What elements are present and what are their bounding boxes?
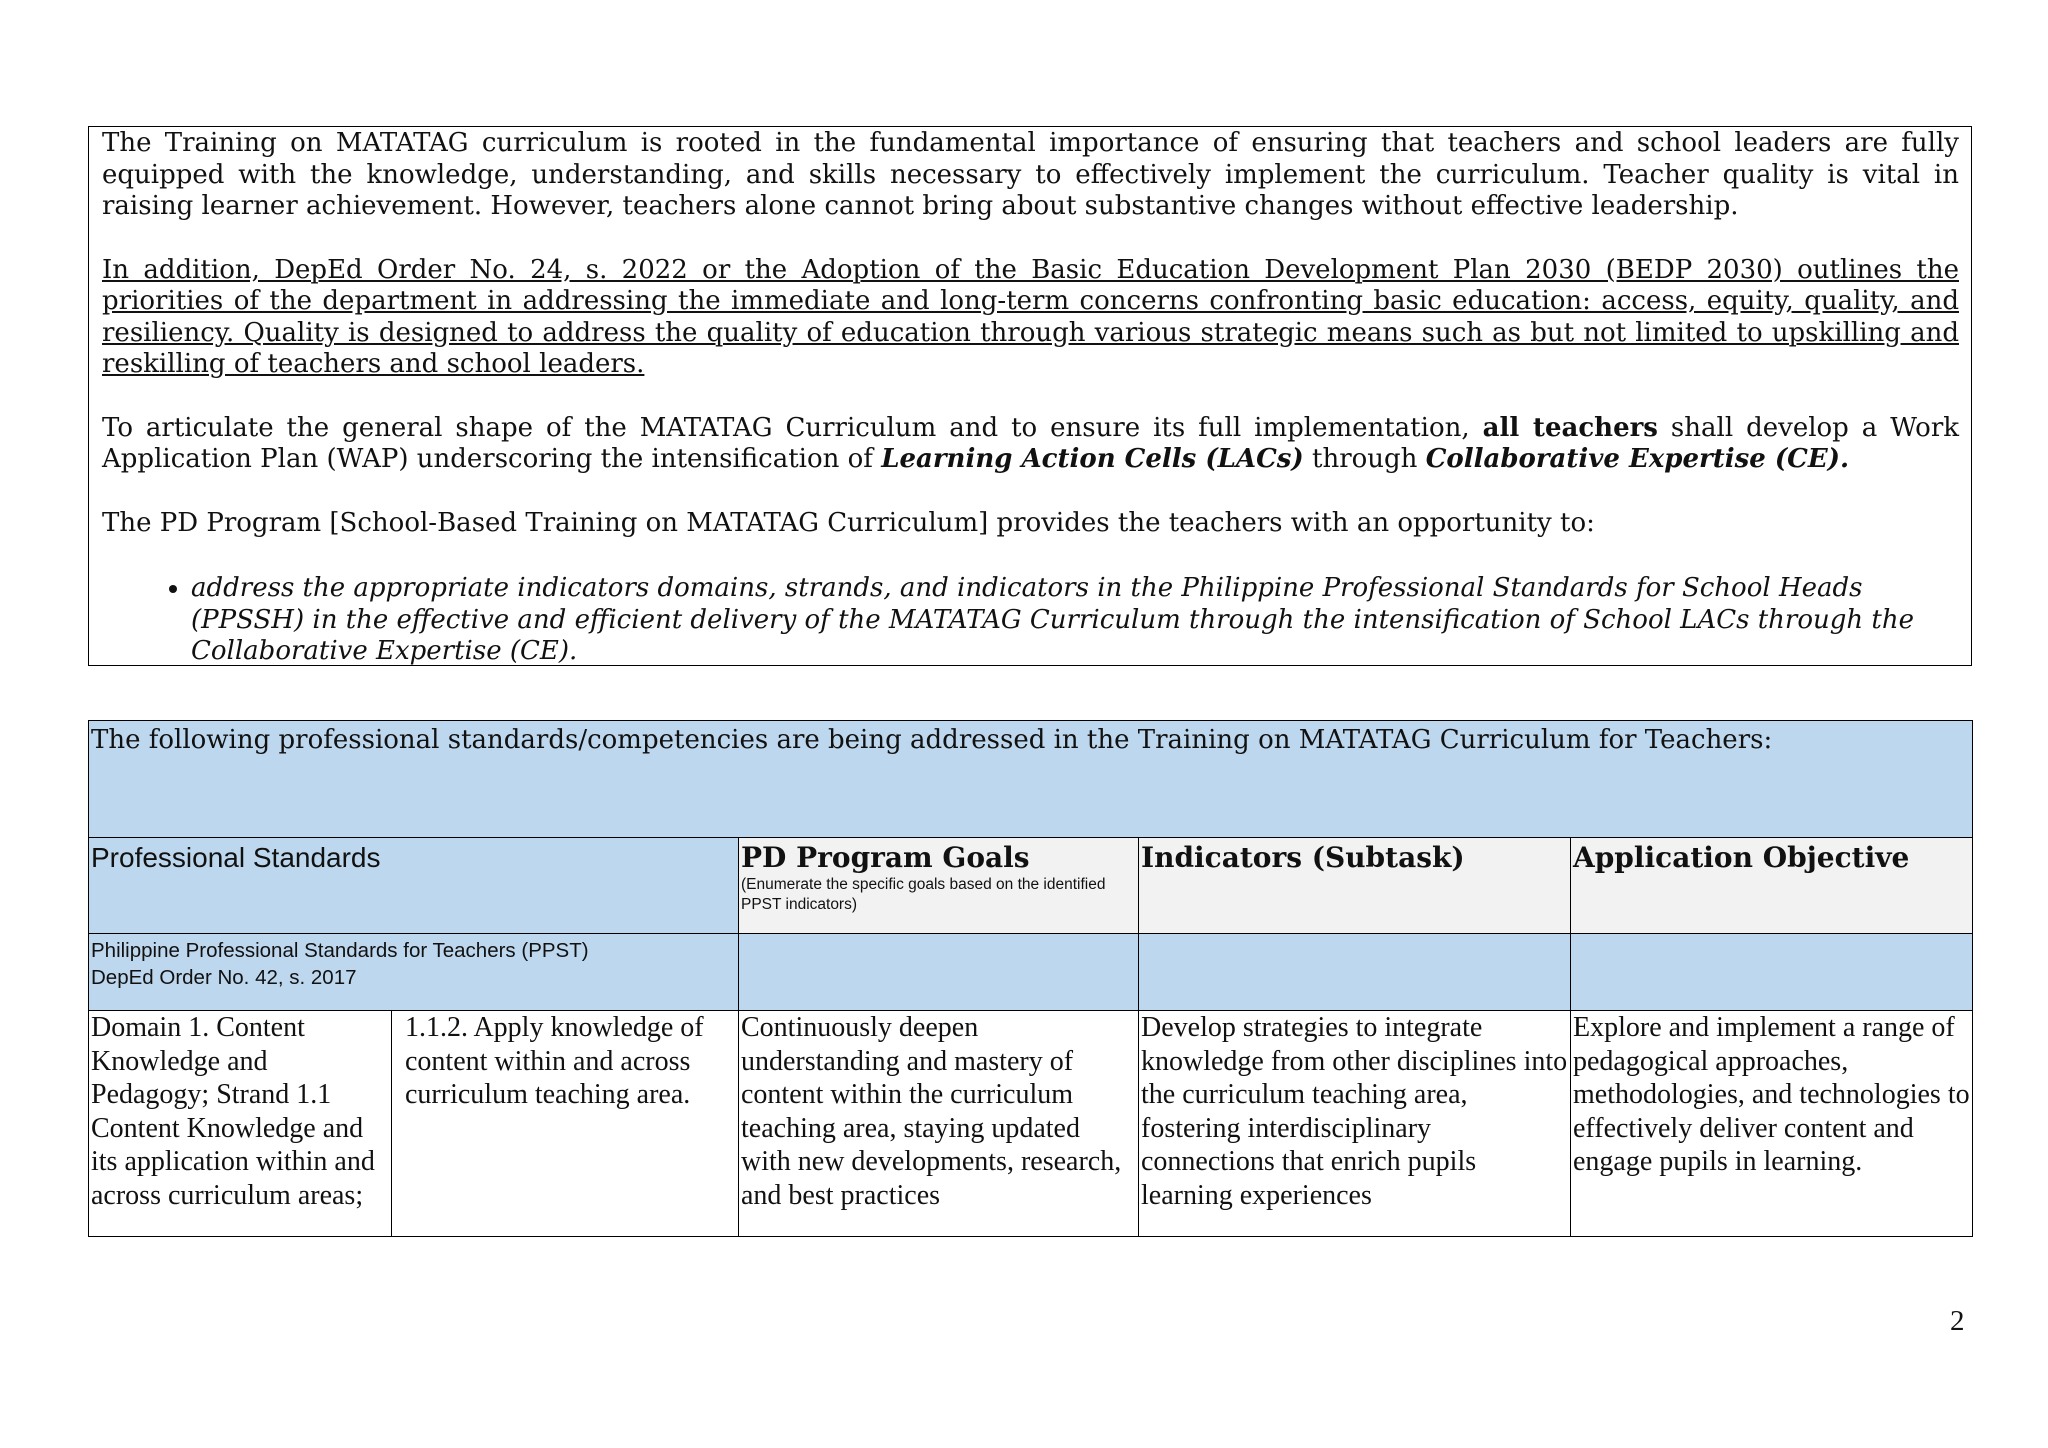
ppst-indicators-empty [1139,934,1571,1011]
header-pd-goals-label: PD Program Goals [741,841,1030,874]
standards-table [88,720,1973,1237]
intro-paragraph-4: The PD Program [School-Based Training on MATATAG Curriculum] provides the teachers with an opportunity to: [102,507,1595,538]
p3-text-c: shall develop a Work Application Plan (WAP) underscoring the intensification of [102,412,1960,474]
ppst-cell [89,934,739,1011]
intro-paragraph-3 [102,413,1959,476]
cell-domain: Domain 1. Content Knowledge and Pedagogy; Strand 1.1 Content Knowledge and its application within and across curriculum areas; [89,1011,392,1237]
objectives-list [102,573,1959,668]
table-row [89,1011,1973,1237]
rationale-box [88,126,1972,666]
p3-ce: Collaborative Expertise (CE). [1425,444,1849,474]
header-pd-goals-note: (Enumerate the specific goals based on the identified PPST indicators) [741,876,1106,913]
header-indicators: Indicators (Subtask) [1139,838,1571,934]
cell-goal: Continuously deepen understanding and mastery of content within the curriculum teaching area, staying updated with new developments, research, and best practices [739,1011,1139,1237]
intro-paragraph-2-text: In addition, DepEd Order No. 24, s. 2022 or the Adoption of the Basic Education Development Plan 2030 (BEDP 2030) outlines the priorities of the department in addressing the immediate and long-term concerns confronting basic education: access, equity, quality, and resiliency. Quality is designed to address the quality of education through various strategic means such as but not limited to upskilling and reskilling of teachers and school leaders. [102,254,1959,379]
intro-paragraph-1: The Training on MATATAG curriculum is rooted in the fundamental importance of ensuring that teachers and school leaders are fully equipped with the knowledge, understanding, and skills necessary to effectively implement the curriculum. Teacher quality is vital in raising learner achievement. However, teachers alone cannot bring about substantive changes without effective leadership. [102,128,1959,221]
header-application-objective: Application Objective [1571,838,1973,934]
header-pd-goals [739,838,1139,934]
page-number: 2 [1950,1305,1965,1337]
header-professional-standards: Professional Standards [89,838,739,934]
p3-text-a: To articulate the general shape of the MATATAG Curriculum and to ensure its full implementation, [102,412,1470,443]
list-item: • address the appropriate indicators domains, strands, and indicators in the Philippine Professional Standards for School Heads (PPSSH) in the effective and efficient delivery of the MATATAG Curriculum through the intensification of School LACs through the Collaborative Expertise (CE). [191,573,1959,668]
p3-lacs: Learning Action Cells (LACs) [881,444,1304,474]
cell-indicator: 1.1.2. Apply knowledge of content within and across curriculum teaching area. [392,1011,739,1237]
p3-text-e: through [1312,444,1418,474]
p3-all-teachers: all teachers [1482,412,1658,443]
cell-subtask: Develop strategies to integrate knowledge from other disciplines into the curriculum teaching area, fostering interdisciplinary connections that enrich pupils learning experiences [1139,1011,1571,1237]
ppst-goals-empty [739,934,1139,1011]
intro-paragraph-2 [102,255,1959,381]
cell-objective: Explore and implement a range of pedagogical approaches, methodologies, and technologies to effectively deliver content and engage pupils in learning. [1571,1011,1973,1237]
ppst-application-empty [1571,934,1973,1011]
ppst-order: DepEd Order No. 42, s. 2017 [91,966,357,989]
table-intro: The following professional standards/competencies are being addressed in the Training on MATATAG Curriculum for Teachers: [89,721,1973,838]
ppst-title: Philippine Professional Standards for Teachers (PPST) [91,939,589,962]
